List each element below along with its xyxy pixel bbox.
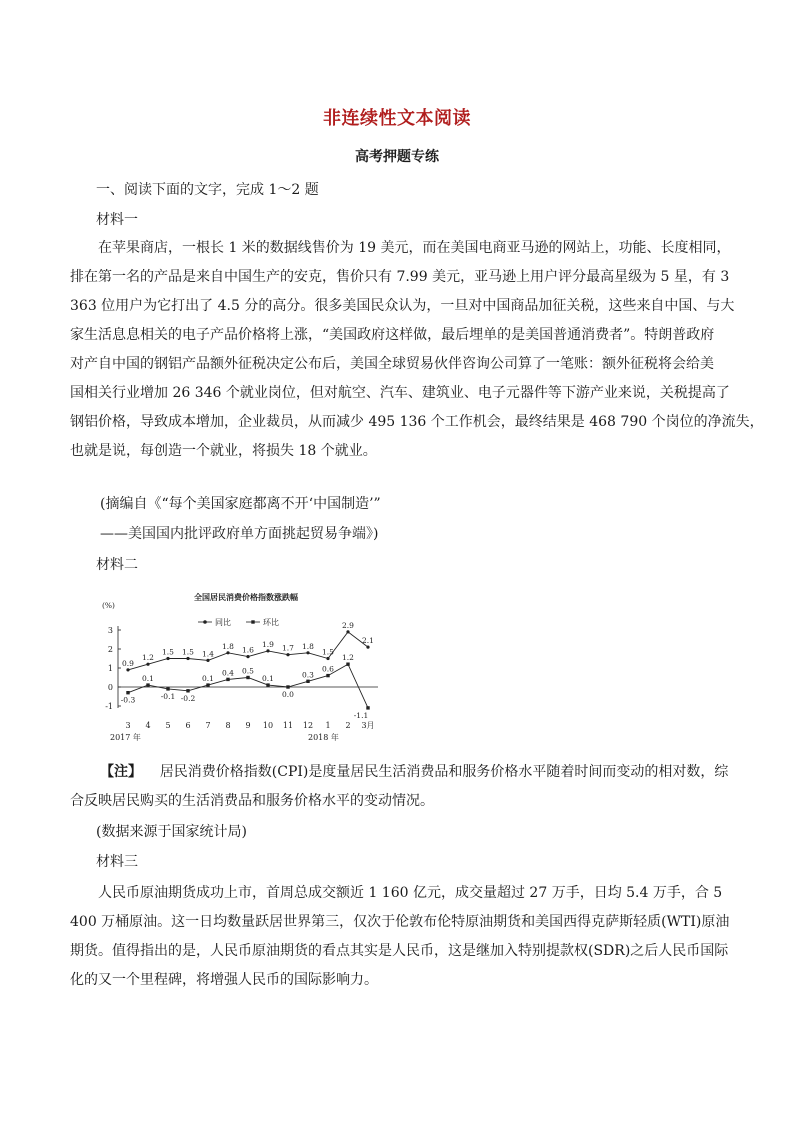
x-tick-label: 7 [205, 721, 211, 730]
material1-line: 家生活息息相关的电子产品价格将上涨，“美国政府这样做，最后埋单的是美国普通消费者”。特朗普政府 [70, 327, 715, 343]
x-tick-label: 9 [245, 721, 251, 730]
data-label: 0.4 [222, 668, 234, 678]
material1-body [70, 234, 764, 466]
data-label: 0.5 [242, 666, 254, 676]
data-label: -1.1 [353, 710, 369, 720]
material2-label: 材料二 [96, 557, 138, 573]
data-point [266, 649, 269, 652]
material3-line: 化的又一个里程碑，将增强人民币的国际影响力。 [70, 972, 378, 988]
data-label: 0.1 [262, 674, 274, 684]
data-label: 1.5 [182, 647, 194, 657]
data-point [166, 657, 169, 660]
data-label: 0.6 [322, 664, 334, 674]
data-point [186, 657, 189, 660]
data-label: 1.9 [262, 639, 274, 649]
data-point [346, 630, 349, 633]
y-tick-label: 1 [107, 664, 113, 673]
data-point [286, 653, 289, 656]
data-point [146, 663, 149, 666]
data-label: 0.9 [122, 658, 134, 668]
legend-label: 环比 [263, 618, 279, 627]
data-label: 2.9 [342, 620, 354, 630]
x-tick-label: 2 [345, 721, 351, 730]
material1-source-line1: (摘编自《“每个美国家庭都离不开‘中国制造’” [100, 496, 381, 512]
data-label: 1.8 [302, 641, 314, 651]
page-title: 非连续性文本阅读 [323, 108, 471, 129]
note-tag: 【注】 [100, 764, 142, 780]
data-point [206, 659, 209, 662]
material1-line: 国相关行业增加 26 346 个就业岗位，但对航空、汽车、建筑业、电子元器件等下游产业来说，关税提高了 [70, 385, 730, 401]
legend-marker [251, 620, 254, 623]
cpi-chart [98, 588, 394, 746]
data-label: -0.1 [160, 691, 176, 701]
x-tick-label: 3 [125, 721, 131, 730]
note-line: 居民消费价格指数(CPI)是度量居民生活消费品和服务价格水平随着时间而变动的相对数，综 [159, 764, 729, 780]
data-label: 1.2 [342, 653, 354, 663]
material1-line: 也就是说，每创造一个就业，将损失 18 个就业。 [70, 443, 377, 459]
data-point [326, 657, 329, 660]
material1-label: 材料一 [96, 212, 138, 228]
data-label: -0.2 [180, 693, 196, 703]
material3-label: 材料三 [96, 854, 138, 870]
legend-marker [203, 620, 207, 624]
data-label: 1.8 [222, 641, 234, 651]
material2-note [70, 758, 730, 816]
x-tick-label: 11 [282, 721, 294, 730]
data-label: 0.1 [142, 674, 154, 684]
data-point [346, 663, 349, 666]
data-point [306, 680, 309, 683]
data-label: 1.4 [202, 649, 214, 659]
data-label: 0.0 [282, 690, 294, 699]
material1-line: 钢铝价格，导致成本增加，企业裁员，从而减少 495 136 个工作机会，最终结果是 468 790 个岗位的净流失， [70, 414, 764, 430]
x-tick-label: 3月 [361, 721, 375, 730]
data-point [206, 683, 209, 686]
page-subtitle: 高考押题专练 [355, 149, 439, 165]
material1-line: 排在第一名的产品是来自中国生产的安克，售价只有 7.99 美元，亚马逊上用户评分最高星级为 5 星，有 3 [70, 269, 730, 285]
material3-line: 期货。值得指出的是，人民币原油期货的看点其实是人民币，这是继加入特别提款权(SDR)之后人民币国际 [70, 943, 729, 959]
data-point [326, 674, 329, 677]
cpi-chart-svg [98, 588, 394, 746]
data-point [266, 683, 269, 686]
data-label: 1.6 [242, 645, 254, 655]
material1-line: 对产自中国的钢铝产品额外征税决定公布后，美国全球贸易伙伴咨询公司算了一笔账：额外征税将会给美 [70, 356, 714, 372]
material3-line: 400 万桶原油。这一日均数量跃居世界第三，仅次于伦敦布伦特原油期货和美国西得克萨斯轻质(WTI)原油 [70, 914, 730, 930]
data-label: 2.1 [362, 636, 374, 646]
y-tick-label: 0 [107, 683, 113, 692]
material3-body [70, 879, 730, 995]
material1-source-line2: ——美国国内批评政府单方面挑起贸易争端》) [100, 526, 379, 542]
material1-line: 363 位用户为它打出了 4.5 分的高分。很多美国民众认为，一旦对中国商品加征关税，这些来自中国、与大 [70, 298, 735, 314]
material1-line: 在苹果商店，一根长 1 米的数据线售价为 19 美元，而在美国电商亚马逊的网站上，功能、长度相同， [98, 240, 731, 256]
data-point [286, 685, 289, 688]
x-tick-label: 8 [225, 721, 231, 730]
data-label: 1.5 [162, 647, 174, 657]
data-label: 1.7 [282, 643, 294, 653]
data-label: -0.3 [120, 695, 136, 705]
data-label: 0.1 [202, 674, 214, 684]
question-intro: 一、阅读下面的文字，完成 1～2 题 [96, 182, 319, 198]
x-tick-label: 12 [302, 721, 314, 730]
material3-line: 人民币原油期货成功上市，首周总成交额近 1 160 亿元，成交量超过 27 万手，日均 5.4 万手，合 5 [98, 885, 723, 901]
y-tick-label: -1 [105, 702, 113, 711]
note-line: 合反映居民购买的生活消费品和服务价格水平的变动情况。 [70, 793, 434, 809]
year-label: 2017 年 [110, 733, 141, 742]
data-point [246, 655, 249, 658]
data-point [366, 706, 369, 709]
data-point [246, 676, 249, 679]
chart-title: 全国居民消费价格指数涨跌幅 [194, 592, 298, 602]
x-tick-label: 6 [185, 721, 191, 730]
legend-label: 同比 [215, 618, 231, 627]
data-point [126, 668, 129, 671]
data-point [366, 646, 369, 649]
x-tick-label: 10 [262, 721, 274, 730]
y-tick-label: 2 [107, 645, 113, 654]
data-point [226, 678, 229, 681]
material2-source: (数据来源于国家统计局) [96, 824, 247, 840]
y-tick-label: 3 [107, 626, 113, 635]
x-tick-label: 5 [165, 721, 171, 730]
data-point [186, 689, 189, 692]
x-tick-label: 1 [325, 721, 331, 730]
data-point [306, 651, 309, 654]
data-label: 0.3 [302, 670, 314, 680]
year-label: 2018 年 [308, 733, 339, 742]
y-axis-unit: (%) [102, 601, 115, 610]
data-point [166, 687, 169, 690]
data-point [226, 651, 229, 654]
x-tick-label: 4 [145, 721, 151, 730]
data-label: 1.2 [142, 653, 154, 663]
data-label: 1.5 [322, 647, 334, 657]
data-point [126, 691, 129, 694]
data-point [146, 683, 149, 686]
